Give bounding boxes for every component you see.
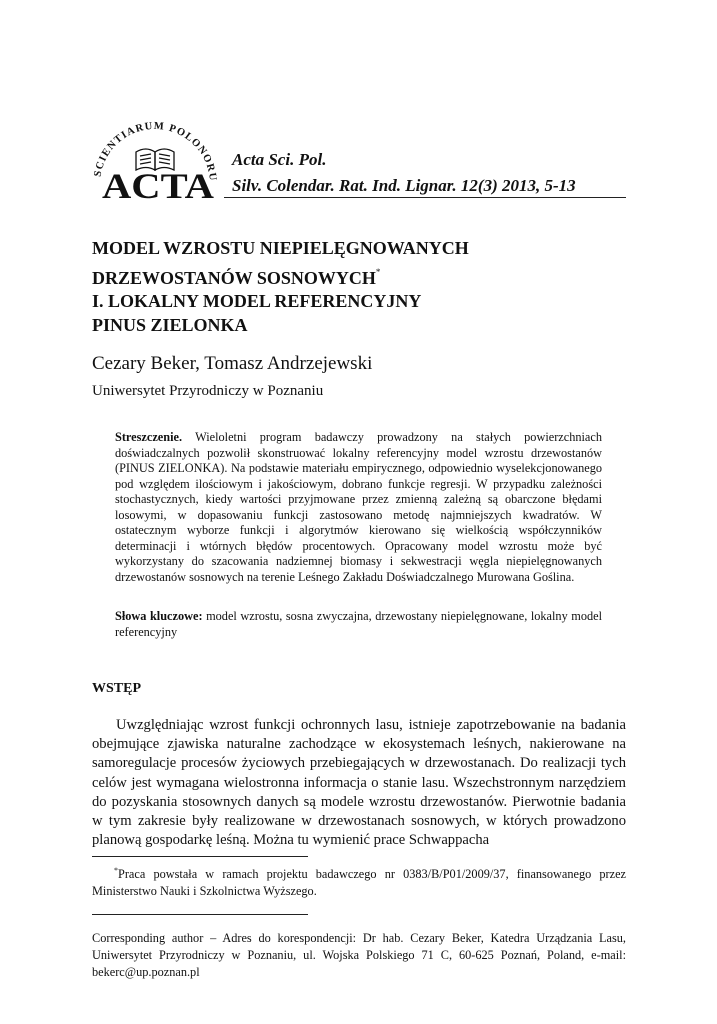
footnote: [92, 862, 626, 900]
abstract: [115, 430, 602, 585]
journal-logo: [88, 112, 228, 202]
abstract-label: Streszczenie.: [115, 430, 183, 444]
authors: Cezary Beker, Tomasz Andrzejewski: [92, 353, 373, 374]
title-line-2: [92, 261, 632, 291]
keywords-text: model wzrostu, sosna zwyczajna, drzewostany niepielęgnowane, lokalny model referencyjny: [115, 609, 602, 639]
footnote-text: Praca powstała w ramach projektu badawczego nr 0383/B/P01/2009/37, finansowanego przez Ministerstwo Nauki i Szkolnictwa Wyższego.: [92, 867, 626, 898]
paper-title: [92, 237, 632, 337]
title-line-3: I. LOKALNY MODEL REFERENCYJNY: [92, 291, 422, 311]
affiliation: Uniwersytet Przyrodniczy w Poznaniu: [92, 383, 324, 399]
logo-arc-text: SCIENTIARUM POLONORU: [92, 120, 219, 183]
title-footnote-mark: *: [375, 266, 381, 277]
title-line-2-text: DRZEWOSTANÓW SOSNOWYCH: [92, 267, 376, 288]
logo-word: ACTA: [102, 166, 214, 202]
abstract-text: Wieloletni program badawczy prowadzony na stałych powierzchniach doświadczalnych pozwolił skonstruować lokalny referencyjny model wzrostu drzewostanów (PINUS ZIELONKA). Na podstawie materiału empirycznego, odpowiednio wyselekcjonowanego pod względem ilościowym i jakościowym, dobrano funkcje regresji. W przypadku zależności stochastycznych, kiedy wartości przyjmowane przez zmienną zależną są obarczone błędami losowymi, w dopasowaniu funkcji zastosowano metodę najmniejszych kwadratów. W ostatecznym wyborze funkcji i algorytmów kierowano się wielkością współczynników determinacji i wtórnych błędów procentowych. Opracowany model wzrostu może być wykorzystany do szacowania nadziemnej biomasy i sekwestracji węgla niepielęgnowanych drzewostanów sosnowych na terenie Leśnego Zakładu Doświadczalnego Murowana Goślina.: [115, 430, 602, 584]
correspondence: Corresponding author – Adres do korespondencji: Dr hab. Cezary Beker, Katedra Urządzania Lasu, Uniwersytet Przyrodniczy w Poznaniu, ul. Wojska Polskiego 71 C, 60-625 Poznań, Poland, e-mail: bekerc@up.poznan.pl: [92, 931, 626, 979]
acta-logo-icon: [88, 112, 228, 202]
title-line-1: MODEL WZROSTU NIEPIELĘGNOWANYCH: [92, 238, 469, 258]
keywords: [115, 609, 602, 640]
header-divider: [224, 197, 626, 198]
footnote-mark: *: [114, 866, 118, 875]
correspondence-divider: [92, 914, 308, 915]
keywords-label: Słowa kluczowe:: [115, 609, 203, 623]
intro-paragraph: Uwzględniając wzrost funkcji ochronnych lasu, istnieje zapotrzebowanie na badania obejmujące zjawiska naturalne zachodzące w ekosystemach leśnych, nakierowane na samoregulacje procesów życiowych przebiegających w drzewostanach. Do realizacji tych celów jest wymagana wielostronna informacja o stanie lasu. Wszechstronnym narzędziem do pozyskania stosownych danych są modele wzrostu drzewostanów. Pierwotnie badania w tym zakresie były realizowane w drzewostanach sosnowych, w których prowadzono planową gospodarkę leśną. Można tu wymienić prace Schwappacha: [92, 717, 626, 849]
title-line-4: PINUS ZIELONKA: [92, 314, 248, 335]
footnote-divider: [92, 856, 308, 857]
journal-name: Acta Sci. Pol.: [232, 150, 327, 169]
section-heading: WSTĘP: [92, 681, 142, 696]
journal-series: Silv. Colendar. Rat. Ind. Lignar. 12(3) 2013, 5-13: [232, 176, 576, 195]
